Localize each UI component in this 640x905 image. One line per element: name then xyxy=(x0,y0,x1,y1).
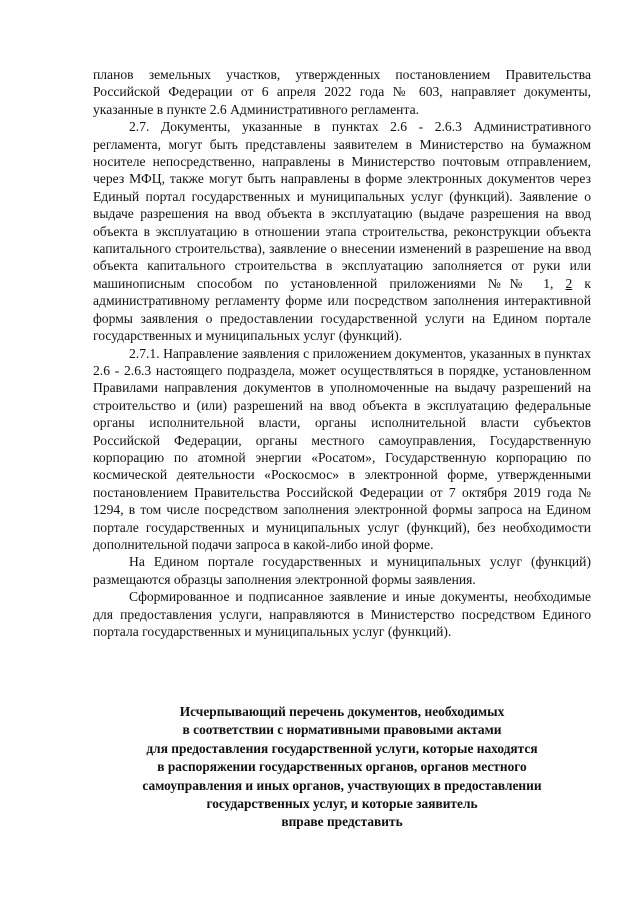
heading-line: в соответствии с нормативными правовыми актами xyxy=(182,722,502,738)
section-heading xyxy=(93,703,591,832)
paragraph-2-7-text-end: к административному регламенту форме или посредством заполнения интерактивной формы заявления о предоставлении государственной услуги на Едином портале государственных и муниципальных услуг (функций). xyxy=(93,275,591,344)
heading-line: вправе представить xyxy=(281,814,403,830)
heading-line: самоуправления и иных органов, участвующих в предоставлении xyxy=(142,777,542,793)
body-text xyxy=(93,66,591,640)
paragraph-continuation: планов земельных участков, утвержденных постановлением Правительства Российской Федерации от 6 апреля 2022 года № 603, направляет документы, указанные в пункте 2.6 Административного регламента. xyxy=(93,67,591,117)
paragraph-2-7-1: 2.7.1. Направление заявления с приложением документов, указанных в пунктах 2.6 - 2.6.3 настоящего подраздела, может осуществляться в порядке, установленном Правилами направления документов в уполномоченные на выдачу разрешений на строительство и (или) разрешений на ввод объекта в эксплуатацию федеральные органы исполнительной власти, органы исполнительной власти субъектов Российской Федерации, органы местного самоуправления, Государственную корпорацию по атомной энергии «Росатом», Государственную корпорацию по космической деятельности «Роскосмос» в электронной форме, утвержденными постановлением Правительства Российской Федерации от 7 октября 2019 года № 1294, в том числе посредством заполнения электронной формы запроса на Едином портале государственных и муниципальных услуг (функций), без необходимости дополнительной подачи запроса в какой-либо иной форме. xyxy=(93,345,591,552)
paragraph-2-7 xyxy=(93,118,591,344)
heading-line: для предоставления государственной услуги, которые находятся xyxy=(146,740,538,756)
heading-line: в распоряжении государственных органов, органов местного xyxy=(157,759,527,775)
heading-line: Исчерпывающий перечень документов, необходимых xyxy=(179,704,505,719)
paragraph-portal-samples: На Едином портале государственных и муниципальных услуг (функций) размещаются образцы заполнения электронной формы заявления. xyxy=(93,554,591,587)
appendix-2-link[interactable]: 2 xyxy=(565,275,573,291)
paragraph-2-7-text-start: 2.7. Документы, указанные в пунктах 2.6 - 2.6.3 Административного регламента, могут быть представлены заявителем в Министерство на бумажном носителе непосредственно, направлены в Министерство почтовым отправлением, через МФЦ, также могут быть направлены в форме электронных документов через Единый портал государственных и муниципальных услуг (функций). Заявление о выдаче разрешения на ввод объекта в эксплуатацию (выдаче разрешения на ввод объекта в эксплуатацию в отношении этапа строительства, реконструкции объекта капитального строительства), заявление о внесении изменений в разрешение на ввод объекта капитального строительства в эксплуатацию заполняется от руки или машинописным способом по установленной приложениями №№ 1, xyxy=(93,119,591,291)
heading-line: государственных услуг, и которые заявитель xyxy=(206,796,478,812)
paragraph-formed-application: Сформированное и подписанное заявление и иные документы, необходимые для предоставления услуги, направляются в Министерство посредством Единого портала государственных и муниципальных услуг (функций). xyxy=(93,589,591,639)
